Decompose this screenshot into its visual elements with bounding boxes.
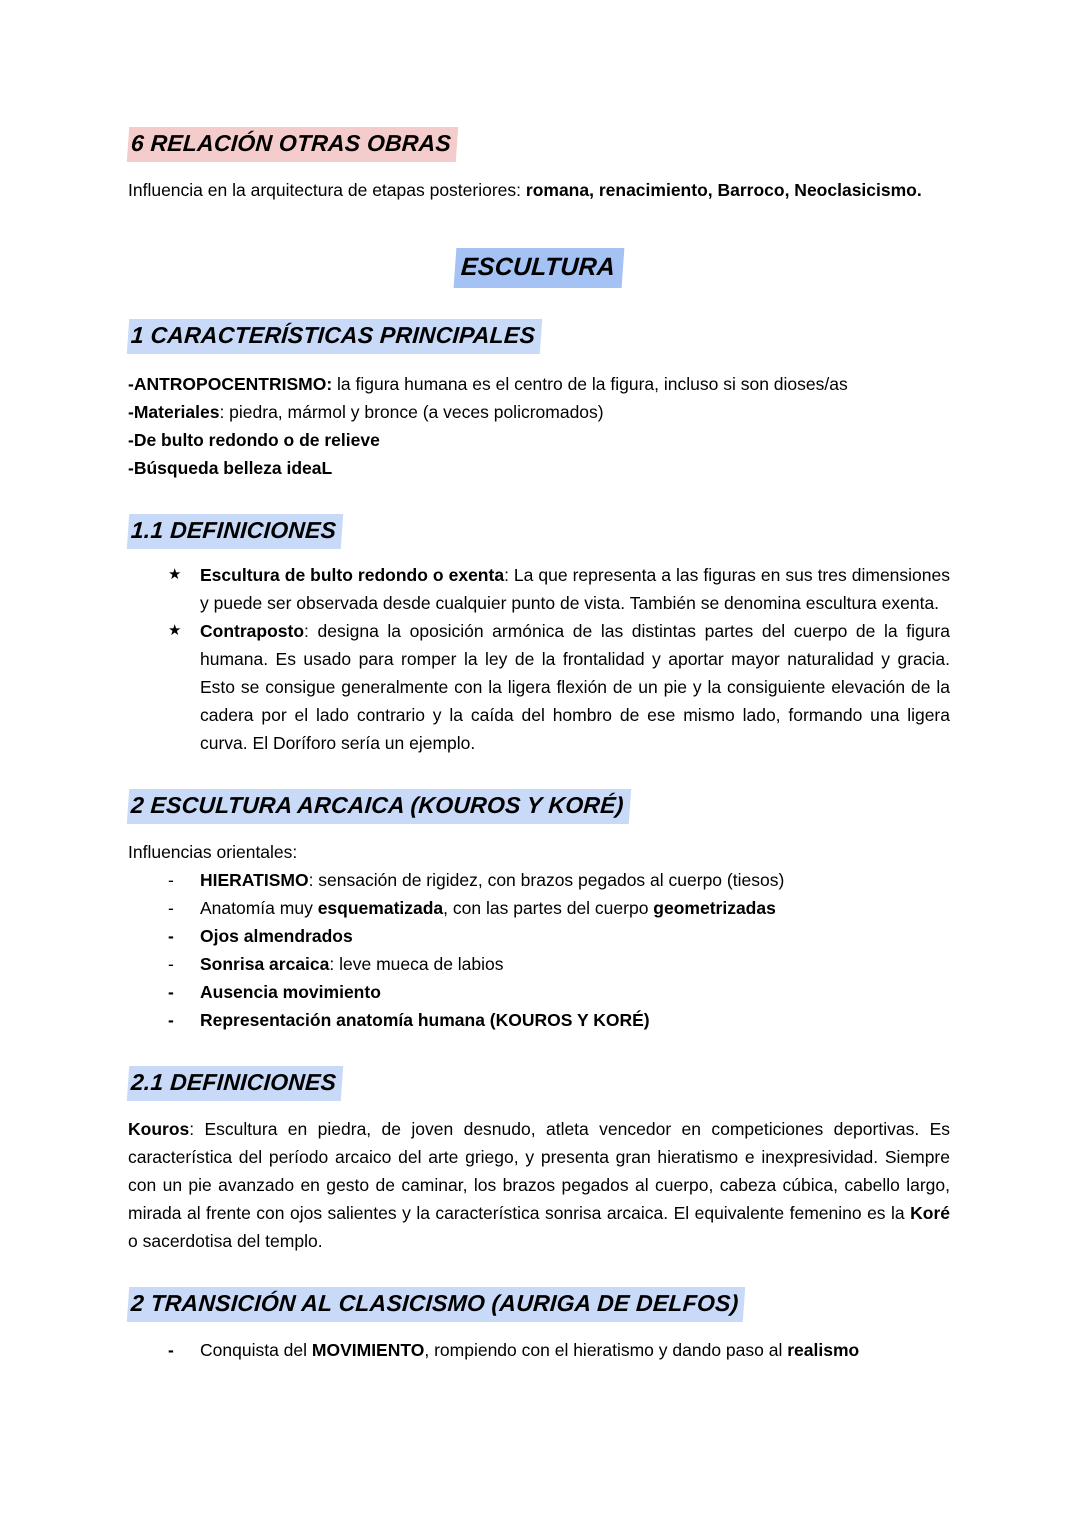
paragraph-influencia [128,176,950,204]
text-run-bold: HIERATISMO [200,870,309,891]
text-run: , rompiendo con el hieratismo y dando paso al [424,1339,788,1360]
text-run-bold: -Materiales [128,402,220,423]
section-heading-definiciones-2 [128,1066,950,1101]
text-run-bold: Kouros [128,1118,190,1139]
caracteristica-antropocentrismo [128,370,950,398]
text-run-bold: Representación anatomía humana (KOUROS Y KORÉ) [200,1010,650,1031]
dash-bullet-icon: - [168,982,174,1003]
caracteristicas-list [128,370,950,482]
list-item-text [200,617,950,757]
text-run: : sensación de rigidez, con brazos pegados al cuerpo (tiesos) [308,870,785,891]
section-heading-definiciones-2-text: 2.1 DEFINICIONES [127,1066,344,1101]
text-run-bold: Ojos almendrados [200,926,353,947]
text-run: Anatomía muy [200,898,318,919]
section-heading-transicion-text: 2 TRANSICIÓN AL CLASICISMO (AURIGA DE DELFOS) [127,1287,746,1322]
section-heading-caracteristicas [128,319,950,354]
list-item-text [200,561,950,617]
text-run: , con las partes del cuerpo [443,898,654,919]
list-item-text [200,922,950,950]
document-title-block [128,248,950,288]
section-heading-transicion [128,1287,950,1322]
dash-bullet-icon: - [168,898,174,919]
caracteristica-bulto [128,426,950,454]
text-run-bold: Sonrisa arcaica [200,954,330,975]
text-run-bold: -Búsqueda belleza ideaL [128,458,333,479]
text-run: o sacerdotisa del templo. [128,1230,323,1251]
text-run-bold: esquematizada [317,898,444,919]
list-item-escultura-exenta [168,561,950,617]
text-run-bold: -De bulto redondo o de relieve [128,430,380,451]
text-run-bold: Escultura de bulto redondo o exenta [200,565,505,586]
text-run: la figura humana es el centro de la figura, incluso si son dioses/as [332,374,848,395]
dash-bullet-icon: - [168,954,174,975]
list-item-conquista [168,1336,950,1364]
list-item-text [200,894,950,922]
paragraph-kouros [128,1115,950,1255]
text-run: : La que representa a las figuras en sus tres dimensiones y puede ser observada desde cualquier punto de vista. También se denomina escultura exenta. [200,565,950,614]
section-heading-caracteristicas-text: 1 CARACTERÍSTICAS PRINCIPALES [127,319,543,354]
section-heading-relacion-otras-obras [128,127,950,162]
section-heading-definiciones-1 [128,514,950,549]
paragraph-influencias-orientales [128,838,950,866]
list-item-text [200,866,950,894]
list-item-text [200,978,950,1006]
list-item-contraposto [168,617,950,757]
text-run: : Escultura en piedra, de joven desnudo, atleta vencedor en competiciones deportivas. Es característica del período arcaico del arte griego, y presenta gran hieratismo e inexpresividad. Siempre con un pie avanzado en gesto de caminar, los brazos pegados al cuerpo, cabeza cúbica, cabello largo, mirada al frente con ojos salientes y la característica sonrisa arcaica. El equivalente femenino es la [128,1118,950,1223]
text-run-bold: MOVIMIENTO [311,1339,425,1360]
text-run: Influencias orientales: [128,842,298,863]
section-heading-escultura-arcaica [128,789,950,824]
text-run-bold: -ANTROPOCENTRISMO: [128,374,333,395]
section-heading-relacion-text: 6 RELACIÓN OTRAS OBRAS [127,127,458,162]
text-run: Influencia en la arquitectura de etapas posteriores: [128,179,526,200]
section-heading-definiciones-1-text: 1.1 DEFINICIONES [127,514,344,549]
text-run-bold: realismo [787,1339,860,1360]
text-run: Conquista del [200,1339,312,1360]
text-run: : leve mueca de labios [329,954,504,975]
text-run-bold: Ausencia movimiento [200,982,381,1003]
list-item-text [200,1006,950,1034]
section-heading-escultura-arcaica-text: 2 ESCULTURA ARCAICA (KOUROS Y KORÉ) [127,789,631,824]
dash-bullet-icon: - [168,870,174,891]
star-bullet-icon: ★ [168,622,182,640]
list-item-text [200,950,950,978]
list-item-ausencia [168,978,950,1006]
text-run-bold: Contraposto [200,621,305,642]
list-item-ojos [168,922,950,950]
star-bullet-icon: ★ [168,566,182,584]
list-item-text [200,1336,950,1364]
text-run-bold: Koré [910,1202,950,1223]
document-title-escultura: ESCULTURA [454,248,625,288]
dash-bullet-icon: - [168,1010,174,1031]
text-run: : designa la oposición armónica de las distintas partes del cuerpo de la figura humana. Es usado para romper la ley de la frontalidad y aportar mayor naturalidad y gracia. Esto se consigue generalmente con la ligera flexión de un pie y la consiguiente elevación de la cadera por el lado contrario y la caída del hombro de ese mismo lado, formando una ligera curva. El Doríforo sería un ejemplo. [200,621,950,754]
list-item-representacion [168,1006,950,1034]
definiciones-star-list [128,561,950,757]
text-run: : piedra, mármol y bronce (a veces policromados) [219,402,604,423]
text-run-bold: geometrizadas [653,898,776,919]
list-item-anatomia [168,894,950,922]
influencias-dash-list [128,866,950,1034]
dash-bullet-icon: - [168,926,174,947]
caracteristica-busqueda [128,454,950,482]
list-item-hieratismo [168,866,950,894]
dash-bullet-icon: - [168,1339,174,1360]
caracteristica-materiales [128,398,950,426]
list-item-sonrisa [168,950,950,978]
text-run-bold: romana, renacimiento, Barroco, Neoclasicismo. [525,179,922,200]
transicion-dash-list [128,1336,950,1364]
